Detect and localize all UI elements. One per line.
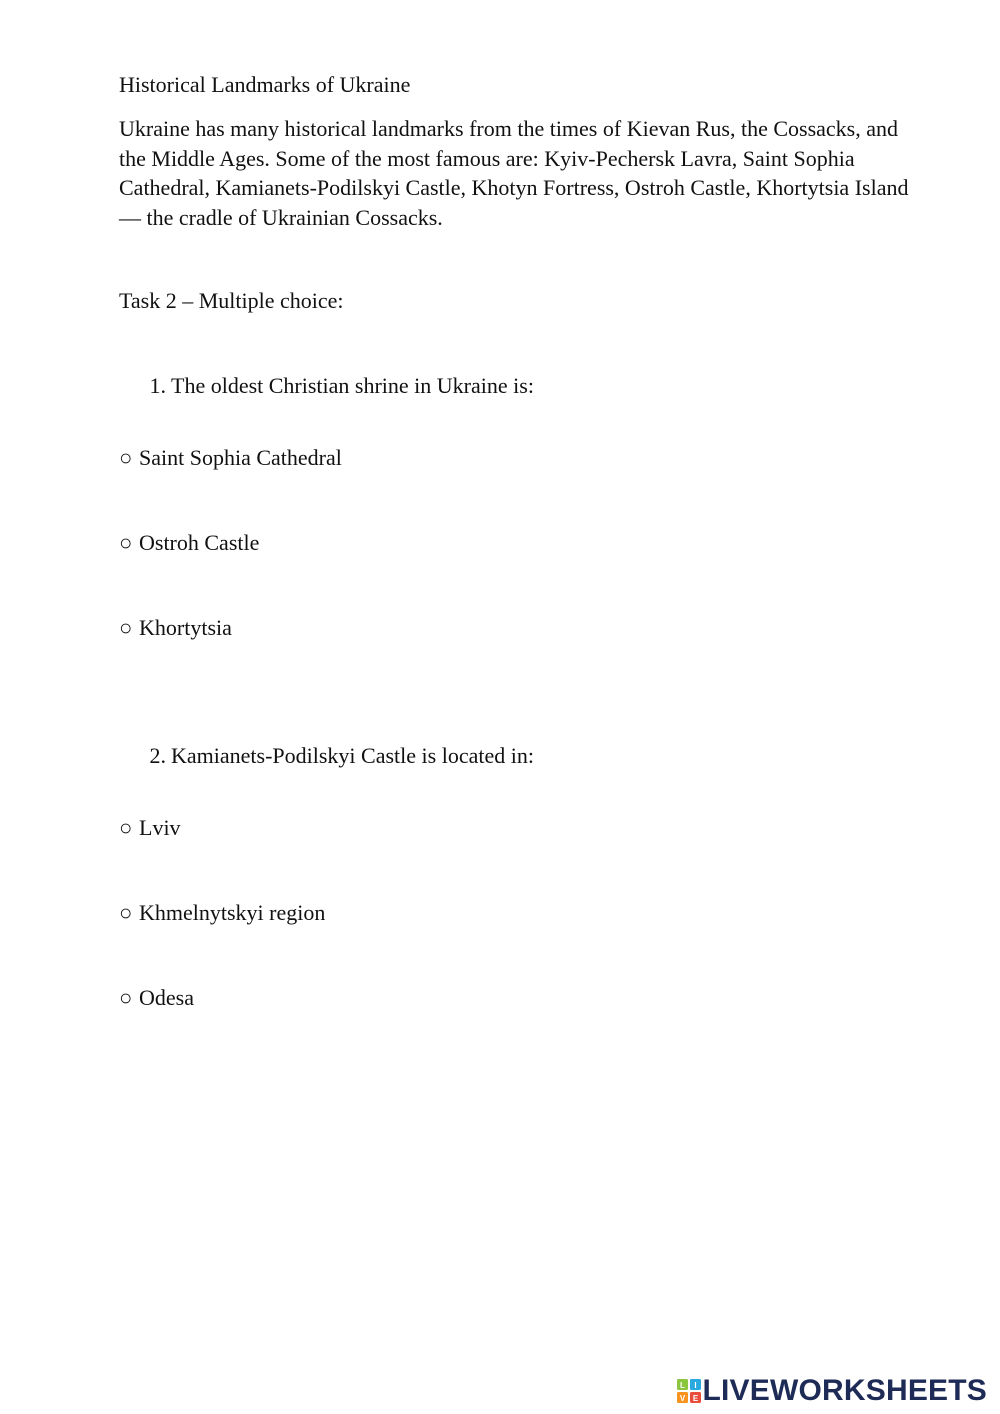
option-label: Khmelnytskyi region — [139, 900, 326, 925]
svg-text:I: I — [693, 1381, 697, 1390]
answer-option[interactable] — [119, 814, 181, 842]
answer-option[interactable] — [119, 444, 342, 472]
liveworksheets-logo-icon — [677, 1379, 701, 1403]
question-text: The oldest Christian shrine in Ukraine is: — [171, 373, 534, 398]
question-text: Kamianets-Podilskyi Castle is located in: — [171, 743, 534, 768]
answer-option[interactable] — [119, 529, 259, 557]
radio-circle-icon[interactable]: ○ — [119, 445, 133, 470]
option-label: Odesa — [139, 985, 194, 1010]
option-label: Khortytsia — [139, 615, 232, 640]
task-heading: Task 2 – Multiple choice: — [119, 288, 344, 313]
radio-circle-icon[interactable]: ○ — [119, 815, 133, 840]
logo-text: LIVEWORKSHEETS — [702, 1374, 987, 1407]
svg-text:V: V — [679, 1394, 685, 1403]
answer-option[interactable] — [119, 984, 194, 1012]
option-label: Lviv — [139, 815, 181, 840]
svg-text:E: E — [692, 1394, 698, 1403]
radio-circle-icon[interactable]: ○ — [119, 615, 133, 640]
radio-circle-icon[interactable]: ○ — [119, 530, 133, 555]
intro-paragraph: Ukraine has many historical landmarks from the times of Kievan Rus, the Cossacks, and the Middle Ages. Some of the most famous are: Kyiv-Pechersk Lavra, Saint Sophia Cathedral, Kamianets-Podilskyi Castle, Khotyn Fortress, Ostroh Castle, Khortytsia Island — the cradle of Ukrainian Cossacks. — [119, 116, 909, 230]
liveworksheets-logo[interactable] — [677, 1373, 988, 1409]
radio-circle-icon[interactable]: ○ — [119, 985, 133, 1010]
radio-circle-icon[interactable]: ○ — [119, 900, 133, 925]
option-label: Saint Sophia Cathedral — [139, 445, 342, 470]
answer-option[interactable] — [119, 614, 232, 642]
question-number: 1. — [149, 373, 166, 398]
option-label: Ostroh Castle — [139, 530, 260, 555]
question-number: 2. — [149, 743, 166, 768]
svg-text:L: L — [679, 1381, 685, 1390]
document-title: Historical Landmarks of Ukraine — [119, 72, 411, 97]
answer-option[interactable] — [119, 899, 325, 927]
